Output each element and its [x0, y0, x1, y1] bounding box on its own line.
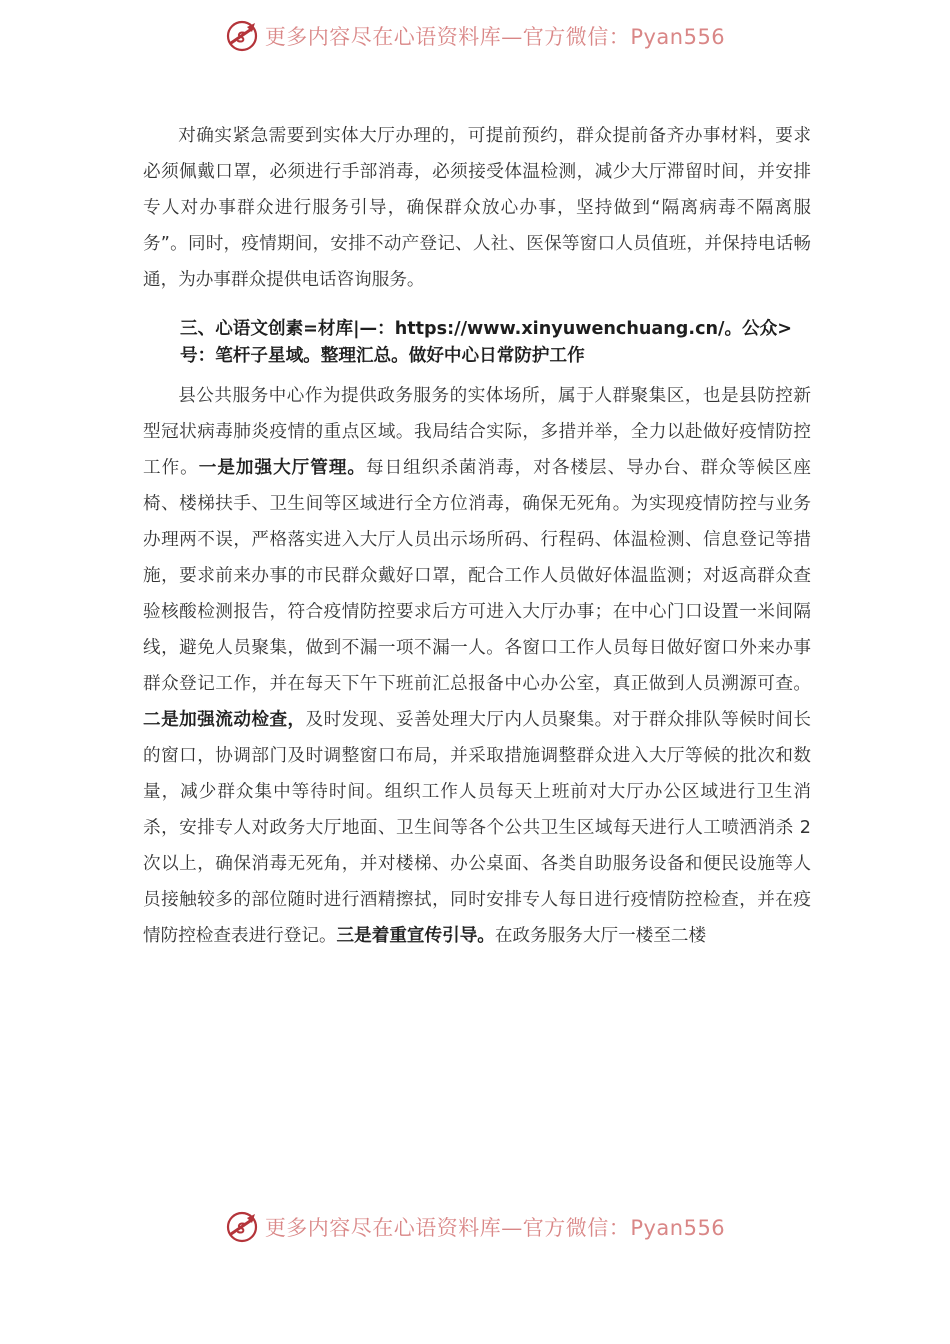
measure-3-title: 三是着重宣传引导。 — [336, 926, 495, 946]
paragraph-1: 对确实紧急需要到实体大厅办理的，可提前预约，群众提前备齐办事材料，要求必须佩戴口罩，必须进行手部消毒，必须接受体温检测，减少大厅滞留时间，并安排专人对办事群众进行服务引导，确保群众放心办事，坚持做到“隔离病毒不隔离服务”。同时，疫情期间，安排不动产登记、人社、医保等窗口人员值班，并保持电话畅通，为办事群众提供电话咨询服务。 — [143, 126, 811, 290]
footer-banner-text: 更多内容尽在心语资料库—官方微信：Pyan556 — [264, 1216, 726, 1240]
measure-1-text: 每日组织杀菌消毒，对各楼层、导办台、群众等候区座椅、楼梯扶手、卫生间等区域进行全方位消毒，确保无死角。为实现疫情防控与业务办理两不误，严格落实进入大厅人员出示场所码、行程码、体温检测、信息登记等措施，要求前来办事的市民群众戴好口罩，配合工作人员做好体温监测；对返高群众查验核酸检测报告，符合疫情防控要求后方可进入大厅办事；在中心门口设置一米间隔线，避免人员聚集，做到不漏一项不漏一人。各窗口工作人员每日做好窗口外来办事群众登记工作，并在每天下午下班前汇总报备中心办公室，真正做到人员溯源可查。 — [143, 458, 811, 694]
pen-nib-logo-icon — [225, 1210, 259, 1244]
header-banner-text: 更多内容尽在心语资料库—官方微信：Pyan556 — [264, 25, 726, 49]
section-heading: 三、心语文创素=材库|—：https://www.xinyuwenchuang.cn/。公众>号：笔杆子星域。整理汇总。做好中心日常防护工作 — [180, 319, 792, 366]
measure-3-text: 在政务服务大厅一楼至二楼 — [494, 926, 707, 946]
measure-1-title: 一是加强大厅管理。 — [198, 458, 366, 478]
header-banner — [0, 16, 950, 56]
header-wechat-id: Pyan556 — [630, 25, 726, 49]
paragraph-2 — [143, 378, 811, 954]
paragraph-2-intro: 县公共服务中心作为提供政务服务的实体场所，属于人群聚集区，也是县防控新型冠状病毒肺炎疫情的重点区域。我局结合实际，多措并举，全力以赴做好疫情防控工作。 — [143, 386, 811, 478]
footer-banner — [0, 1207, 950, 1247]
footer-wechat-id: Pyan556 — [630, 1216, 726, 1240]
document-body — [143, 118, 811, 954]
pen-nib-logo-icon — [225, 19, 259, 53]
measure-2-title: 二是加强流动检查， — [143, 710, 306, 730]
measure-2-text: 及时发现、妥善处理大厅内人员聚集。对于群众排队等候时间长的窗口，协调部门及时调整窗口布局，并采取措施调整群众进入大厅等候的批次和数量，减少群众集中等待时间。组织工作人员每天上班前对大厅办公区域进行卫生消杀，安排专人对政务大厅地面、卫生间等各个公共卫生区域每天进行人工喷洒消杀 2 次以上，确保消毒无死角，并对楼梯、办公桌面、各类自助服务设备和便民设施等人员接触较多的部位随时进行酒精擦拭，同时安排专人每日进行疫情防控检查，并在疫情防控检查表进行登记。 — [143, 710, 811, 946]
